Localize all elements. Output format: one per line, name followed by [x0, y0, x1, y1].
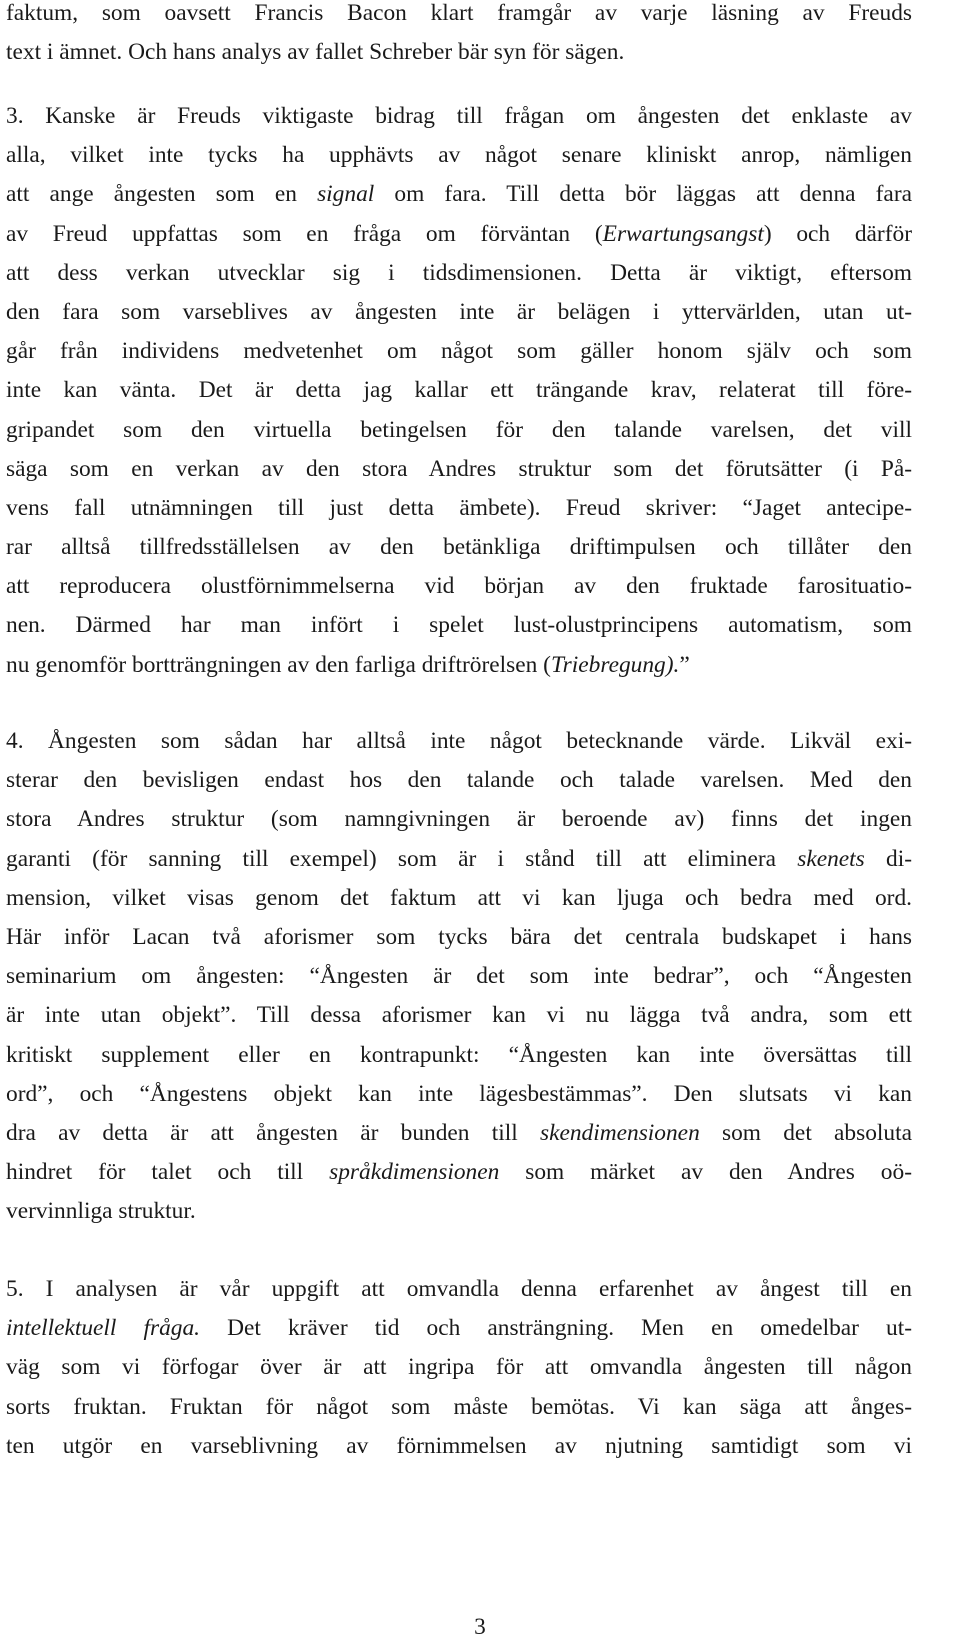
text-line [6, 1309, 912, 1348]
text-line [6, 957, 912, 996]
paragraph-5 [6, 1270, 912, 1466]
text-line [6, 33, 912, 72]
text-segment: stora Andres struktur (som namngivningen är beroende av) finns det ingen [6, 806, 912, 833]
text-line [6, 0, 912, 33]
text-segment: Det kräver tid och ansträngning. Men en omedelbar ut- [200, 1315, 913, 1342]
text-segment: sterar den bevisligen endast hos den talande och talade varelsen. Med den [6, 767, 912, 794]
text-line [6, 411, 912, 450]
paragraph-3 [6, 97, 912, 685]
text-segment: faktum, som oavsett Francis Bacon klart framgår av varje läsning av Freuds [6, 0, 912, 26]
text-segment: ) och därför [763, 220, 912, 247]
text-segment: av Freud uppfattas som en fråga om förväntan ( [6, 220, 603, 247]
page-number: 3 [474, 1614, 486, 1640]
text-segment: text i ämnet. Och hans analys av fallet Schreber bär syn för sägen. [6, 39, 625, 66]
text-line [6, 879, 912, 918]
text-segment: 3. Kanske är Freuds viktigaste bidrag till frågan om ångesten det enklaste av [6, 103, 912, 129]
text-segment: dra av detta är att ångesten är bunden till [6, 1119, 540, 1146]
italic-text: intellektuell fråga. [6, 1315, 201, 1342]
text-segment: ten utgör en varseblivning av förnimmelsen av njutning samtidigt som vi [6, 1432, 912, 1459]
text-line [6, 450, 912, 489]
text-line [6, 97, 912, 136]
text-line [6, 371, 912, 410]
italic-text: Triebregung). [550, 651, 680, 678]
text-line [6, 567, 912, 606]
text-segment: hindret för talet och till [6, 1159, 330, 1186]
text-segment: är inte utan objekt”. Till dessa aforismer kan vi nu lägga två andra, som ett [6, 1002, 912, 1029]
text-segment: som det absoluta [699, 1119, 913, 1146]
text-line [6, 646, 912, 685]
text-line [6, 918, 912, 957]
text-line [6, 215, 912, 254]
text-segment: sorts fruktan. Fruktan för något som måste bemötas. Vi kan säga att ånges- [6, 1393, 912, 1420]
text-segment: som märket av den Andres oö- [499, 1159, 912, 1186]
text-segment: rar alltså tillfredsställelsen av den betänkliga driftimpulsen och tillåter den [6, 534, 912, 561]
italic-text: Erwartungsangst [602, 220, 764, 247]
text-line [6, 840, 912, 879]
paragraph-intro [6, 0, 912, 72]
text-segment: går från individens medvetenhet om något som gäller honom själv och som [6, 338, 912, 365]
text-segment: kritiskt supplement eller en kontrapunkt: “Ångesten kan inte översättas till [6, 1041, 912, 1068]
text-segment: vens fall utnämningen till just detta ämbete). Freud skriver: “Jaget antecipe- [6, 494, 912, 521]
text-line [6, 136, 912, 175]
text-line [6, 1348, 912, 1387]
italic-text: skendimensionen [539, 1119, 700, 1146]
text-line [6, 1427, 912, 1466]
text-line [6, 1192, 912, 1231]
text-segment: 5. I analysen är vår uppgift att omvandla denna erfarenhet av ångest till en [6, 1276, 912, 1302]
italic-text: språkdimensionen [329, 1159, 500, 1186]
italic-text: skenets [797, 845, 865, 872]
text-segment: ” [679, 651, 690, 678]
text-line [6, 175, 912, 214]
text-line [6, 293, 912, 332]
text-segment: di- [864, 845, 912, 872]
text-line [6, 800, 912, 839]
text-segment: seminarium om ångesten: “Ångesten är det som inte bedrar”, och “Ångesten [6, 963, 912, 990]
paragraph-4 [6, 722, 912, 1231]
text-line [6, 254, 912, 293]
text-line [6, 1036, 912, 1075]
text-line [6, 1153, 912, 1192]
text-segment: nu genomför bortträngningen av den farliga driftrörelsen ( [6, 651, 551, 678]
text-segment: Här inför Lacan två aforismer som tycks bära det centrala budskapet i hans [6, 923, 912, 950]
text-segment: ord”, och “Ångestens objekt kan inte lägesbestämmas”. Den slutsats vi kan [6, 1080, 912, 1107]
italic-text: signal [317, 181, 375, 208]
text-segment: nen. Därmed har man infört i spelet lust-olustprincipens automatism, som [6, 612, 912, 639]
text-segment: garanti (för sanning till exempel) som är i stånd till att eliminera [6, 845, 798, 872]
text-line [6, 606, 912, 645]
text-line [6, 489, 912, 528]
text-line [6, 332, 912, 371]
text-segment: alla, vilket inte tycks ha upphävts av något senare kliniskt anrop, nämligen [6, 142, 912, 169]
text-segment: vervinnliga struktur. [6, 1198, 196, 1225]
text-line [6, 722, 912, 761]
text-segment: att ange ångesten som en [6, 181, 318, 208]
text-line [6, 1388, 912, 1427]
text-segment: gripandet som den virtuella betingelsen för den talande varelsen, det vill [6, 416, 912, 443]
text-segment: väg som vi förfogar över är att ingripa för att omvandla ångesten till någon [6, 1354, 912, 1381]
text-segment: att reproducera olustförnimmelserna vid början av den fruktade farosituatio- [6, 573, 912, 600]
text-segment: att dess verkan utvecklar sig i tidsdimensionen. Detta är viktigt, eftersom [6, 259, 912, 286]
text-line [6, 1270, 912, 1309]
text-segment: inte kan vänta. Det är detta jag kallar ett trängande krav, relaterat till före- [6, 377, 912, 404]
text-line [6, 528, 912, 567]
text-segment: om fara. Till detta bör läggas att denna fara [374, 181, 912, 208]
text-segment: den fara som varseblives av ångesten inte är belägen i yttervärlden, utan ut- [6, 298, 912, 325]
text-line [6, 1075, 912, 1114]
text-line [6, 761, 912, 800]
text-line [6, 1114, 912, 1153]
text-line [6, 996, 912, 1035]
text-segment: säga som en verkan av den stora Andres struktur som det förutsätter (i På- [6, 455, 912, 482]
text-segment: 4. Ångesten som sådan har alltså inte något betecknande värde. Likväl exi- [6, 728, 912, 754]
text-segment: mension, vilket visas genom det faktum att vi kan ljuga och bedra med ord. [6, 884, 912, 911]
